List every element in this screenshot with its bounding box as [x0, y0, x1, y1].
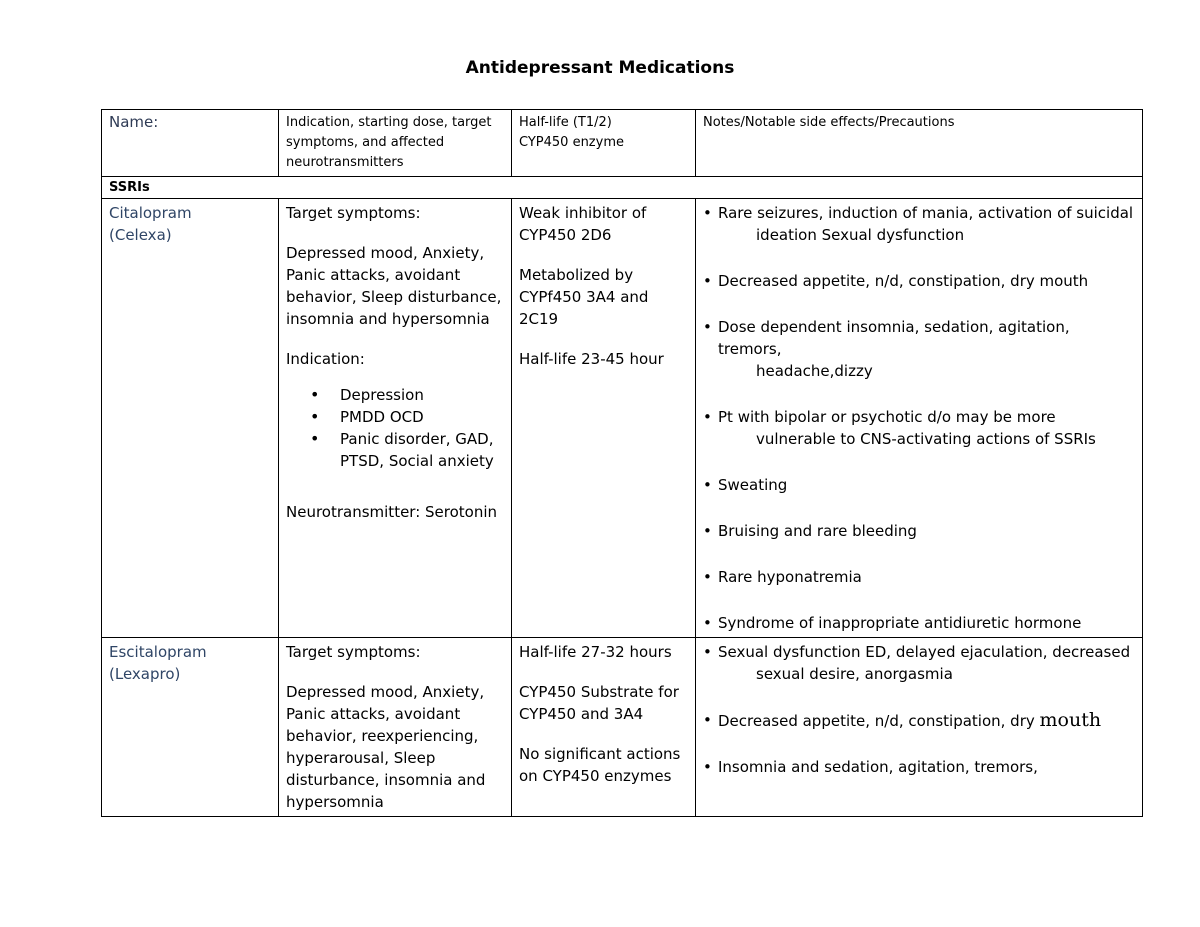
list-item: • Decreased appetite, n/d, constipation, dry mouth — [703, 270, 1135, 292]
drug-name: Citalopram — [109, 204, 192, 222]
cyp-text: CYP450 Substrate for CYP450 and 3A4 — [519, 683, 679, 723]
cyp-text: Weak inhibitor of CYP450 2D6 — [519, 204, 647, 244]
list-item: • Bruising and rare bleeding — [703, 520, 1135, 542]
drug-name-cell — [102, 199, 279, 638]
list-item: • Pt with bipolar or psychotic d/o may be more vulnerable to CNS-activating actions of SSRIs — [703, 406, 1135, 450]
cyp-text: Half-life 27-32 hours — [519, 643, 672, 661]
section-row — [102, 177, 1143, 199]
list-item: • Sweating — [703, 474, 1135, 496]
neurotransmitter: Neurotransmitter: Serotonin — [286, 503, 498, 521]
drug-name-cell — [102, 638, 279, 817]
header-indication: Indication, starting dose, target symptoms, and affected neurotransmitters — [279, 110, 512, 177]
notes-list — [703, 641, 1135, 778]
list-item: • Dose dependent insomnia, sedation, agitation, tremors, headache,dizzy — [703, 316, 1135, 382]
drug-brand: (Lexapro) — [109, 665, 181, 683]
list-item: • Syndrome of inappropriate antidiuretic hormone — [703, 612, 1135, 634]
notes-cell — [696, 638, 1143, 817]
indication-cell — [279, 199, 512, 638]
target-text: Depressed mood, Anxiety, Panic attacks, avoidant behavior, Sleep disturbance, insomnia and hypersomnia — [286, 244, 502, 328]
header-halflife-line1: Half-life (T1/2) — [519, 115, 612, 130]
target-label: Target symptoms: — [286, 643, 421, 661]
header-halflife-line2: CYP450 enzyme — [519, 135, 624, 150]
notes-cell — [696, 199, 1143, 638]
target-label: Target symptoms: — [286, 204, 421, 222]
list-item: • Rare hyponatremia — [703, 566, 1135, 588]
drug-brand: (Celexa) — [109, 226, 172, 244]
list-item: • Insomnia and sedation, agitation, tremors, — [703, 756, 1135, 778]
list-item: • Panic disorder, GAD, PTSD, Social anxiety — [286, 428, 504, 472]
medication-table — [101, 109, 1143, 817]
header-name: Name: — [102, 110, 279, 177]
drug-name: Escitalopram — [109, 643, 207, 661]
cyp-cell — [512, 638, 696, 817]
indication-cell — [279, 638, 512, 817]
table-row — [102, 199, 1143, 638]
indication-list — [286, 384, 504, 472]
list-item: • Rare seizures, induction of mania, activation of suicidal ideation Sexual dysfunction — [703, 202, 1135, 246]
section-label: SSRIs — [102, 177, 1143, 199]
list-item: • Depression — [286, 384, 504, 406]
target-text: Depressed mood, Anxiety, Panic attacks, avoidant behavior, reexperiencing, hyperarousal, Sleep disturbance, insomnia and hypersomnia — [286, 683, 486, 811]
cyp-text: Metabolized by CYPf450 3A4 and 2C19 — [519, 266, 649, 328]
table-row — [102, 638, 1143, 817]
header-halflife — [512, 110, 696, 177]
list-item: • PMDD OCD — [286, 406, 504, 428]
cyp-text: No significant actions on CYP450 enzymes — [519, 745, 681, 785]
cyp-text: Half-life 23-45 hour — [519, 350, 664, 368]
notes-list — [703, 202, 1135, 634]
list-item: • Decreased appetite, n/d, constipation, dry mouth — [703, 709, 1135, 732]
indication-label: Indication: — [286, 350, 365, 368]
header-row — [102, 110, 1143, 177]
list-item: • Sexual dysfunction ED, delayed ejaculation, decreased sexual desire, anorgasmia — [703, 641, 1135, 685]
header-notes: Notes/Notable side effects/Precautions — [696, 110, 1143, 177]
cyp-cell — [512, 199, 696, 638]
document-title: Antidepressant Medications — [465, 58, 735, 78]
